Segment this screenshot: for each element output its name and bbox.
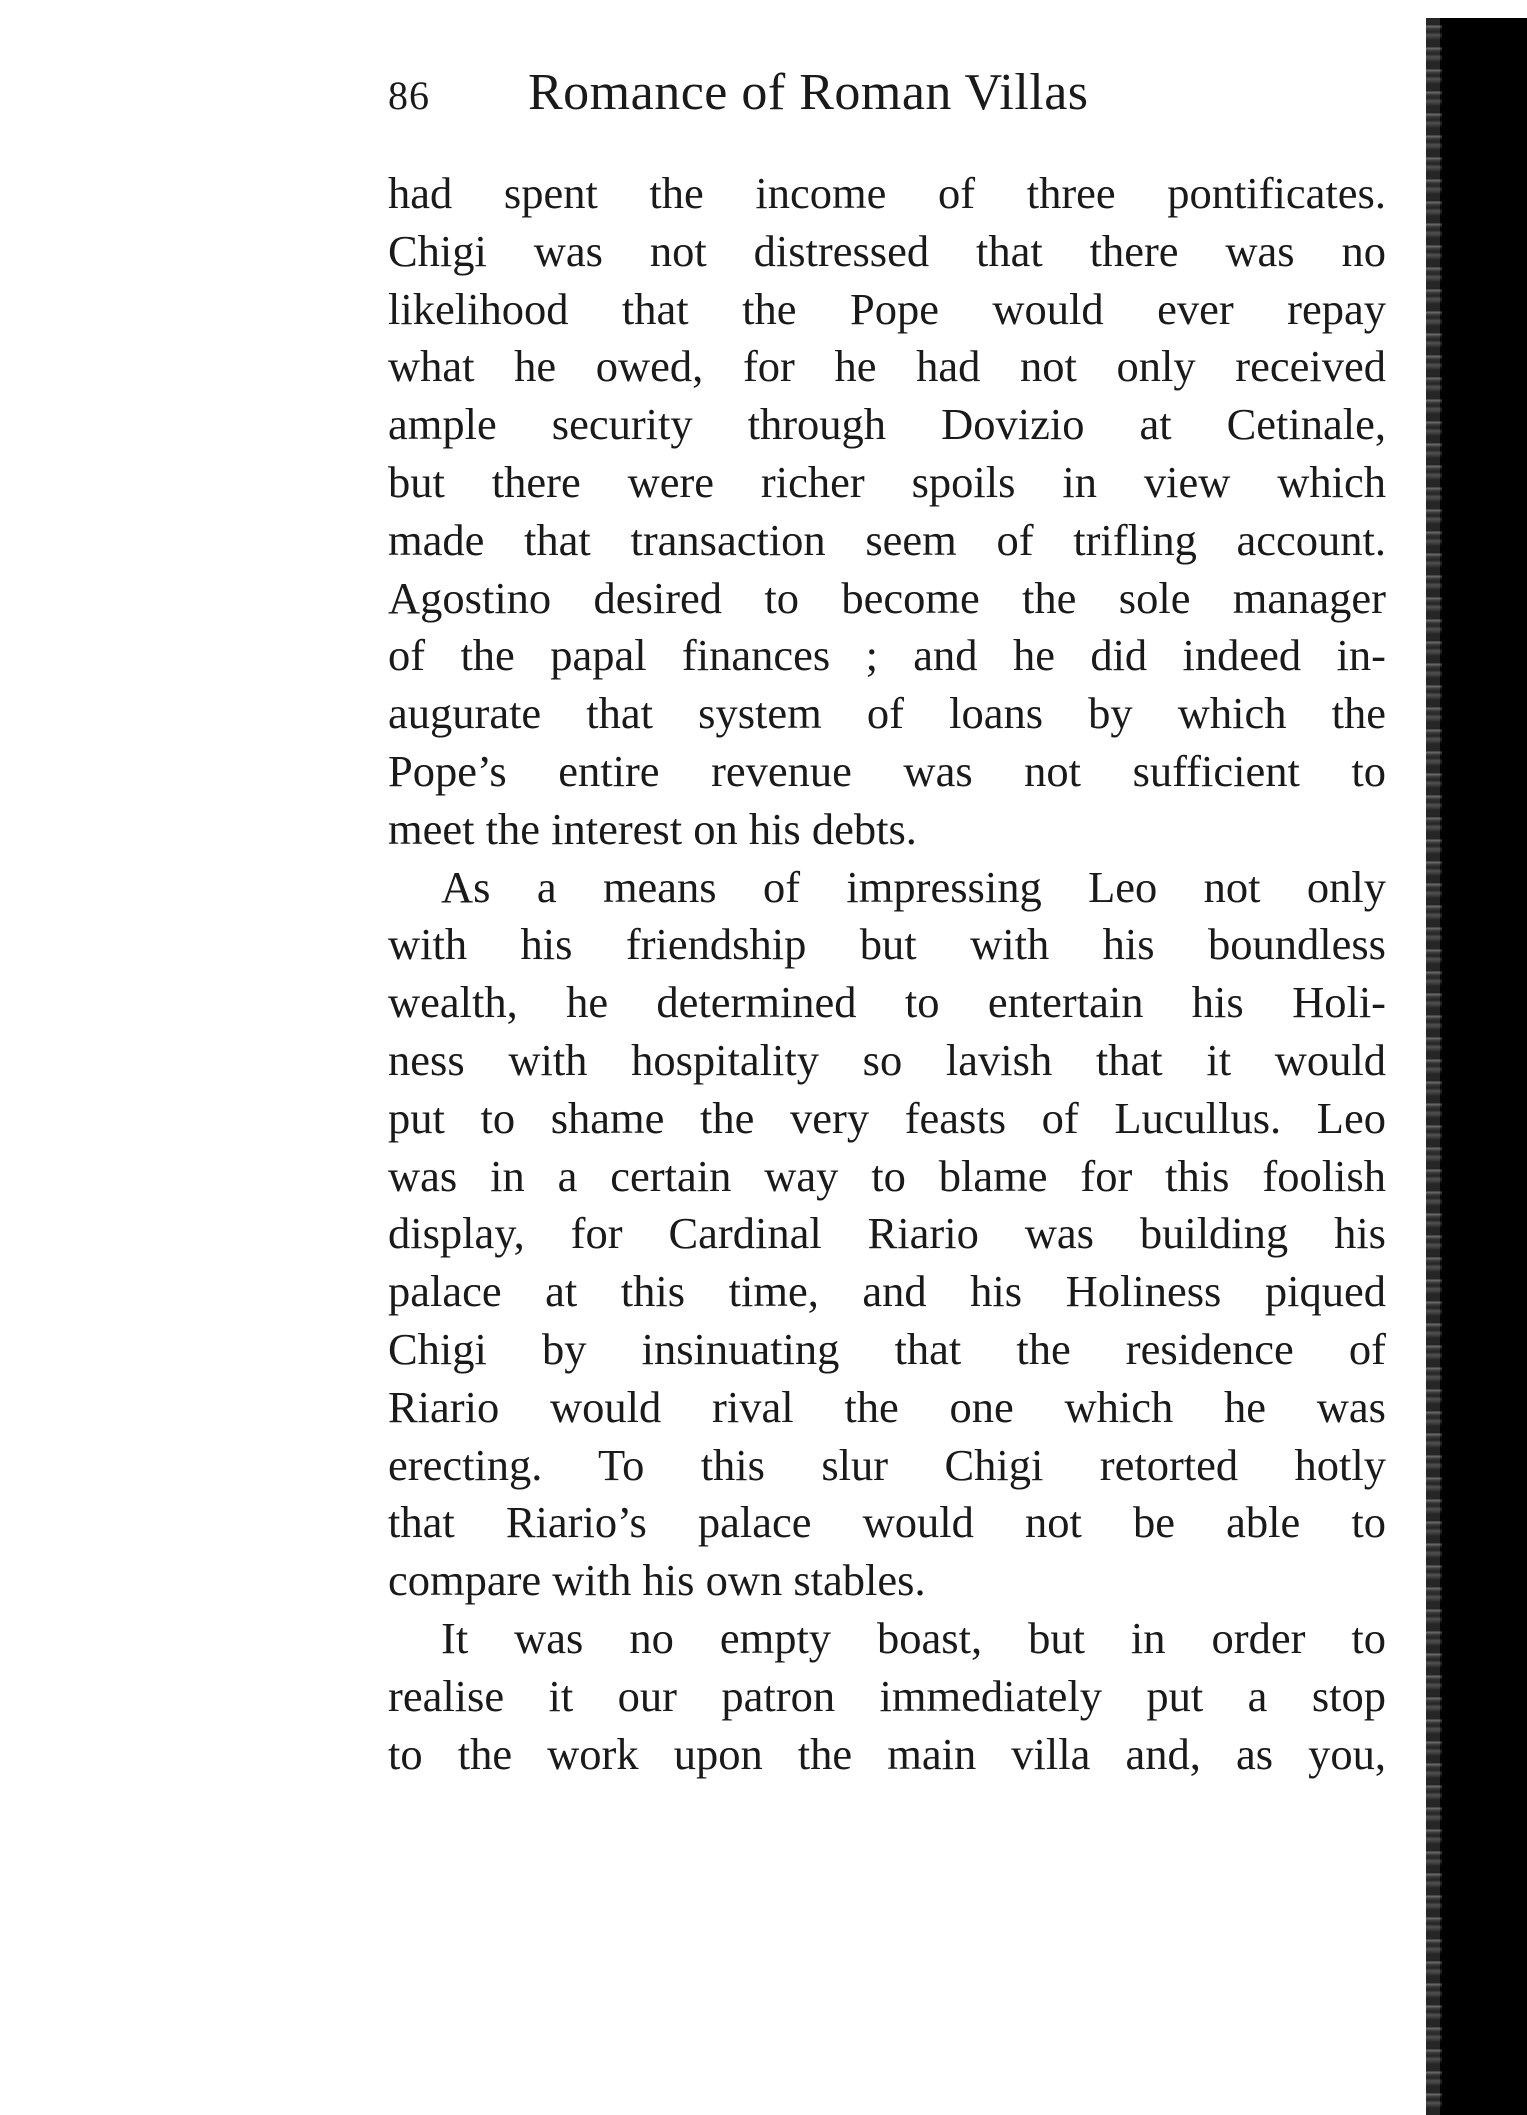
page-header xyxy=(388,58,1388,128)
text-line: was in a certain way to blame for this foolish xyxy=(388,1150,1386,1201)
text-line: of the papal finances ; and he did indeed in- xyxy=(388,630,1386,681)
text-line: with his friendship but with his boundless xyxy=(388,919,1386,970)
text-line: palace at this time, and his Holiness piqued xyxy=(388,1266,1386,1317)
text-line: Chigi by insinuating that the residence of xyxy=(388,1323,1386,1374)
text-line: display, for Cardinal Riario was building his xyxy=(388,1208,1386,1259)
text-line: Riario would rival the one which he was xyxy=(388,1381,1386,1432)
text-line: but there were richer spoils in view which xyxy=(388,456,1386,507)
text-line: ample security through Dovizio at Cetinale, xyxy=(388,399,1386,450)
paragraph-start-line: It was no empty boast, but in order to xyxy=(441,1612,1386,1663)
text-line: had spent the income of three pontificates. xyxy=(388,168,1386,218)
text-line: ness with hospitality so lavish that it would xyxy=(388,1034,1386,1085)
text-line: Pope’s entire revenue was not sufficient to xyxy=(388,745,1386,796)
running-title: Romance of Roman Villas xyxy=(528,64,1089,121)
body-text xyxy=(388,165,1386,1783)
paragraph-end-line: compare with his own stables. xyxy=(388,1555,926,1606)
text-line: what he owed, for he had not only received xyxy=(388,341,1386,392)
text-line: augurate that system of loans by which the xyxy=(388,688,1386,739)
text-line: made that transaction seem of trifling account. xyxy=(388,514,1386,565)
paragraph-start-line: As a means of impressing Leo not only xyxy=(441,861,1386,912)
scanned-binding-edge xyxy=(1440,18,1527,2115)
text-line: likelihood that the Pope would ever repay xyxy=(388,283,1386,334)
page-number: 86 xyxy=(388,73,430,118)
text-line: erecting. To this slur Chigi retorted hotly xyxy=(388,1439,1386,1490)
text-line: to the work upon the main villa and, as you, xyxy=(388,1728,1386,1779)
text-line: put to shame the very feasts of Lucullus. Leo xyxy=(388,1092,1386,1143)
paragraph-end-line: meet the interest on his debts. xyxy=(388,803,917,854)
text-line: realise it our patron immediately put a stop xyxy=(388,1670,1386,1721)
text-line: wealth, he determined to entertain his Holi- xyxy=(388,977,1386,1028)
text-line: that Riario’s palace would not be able to xyxy=(388,1497,1386,1548)
text-line: Agostino desired to become the sole manager xyxy=(388,572,1386,623)
text-line: Chigi was not distressed that there was no xyxy=(388,225,1386,276)
